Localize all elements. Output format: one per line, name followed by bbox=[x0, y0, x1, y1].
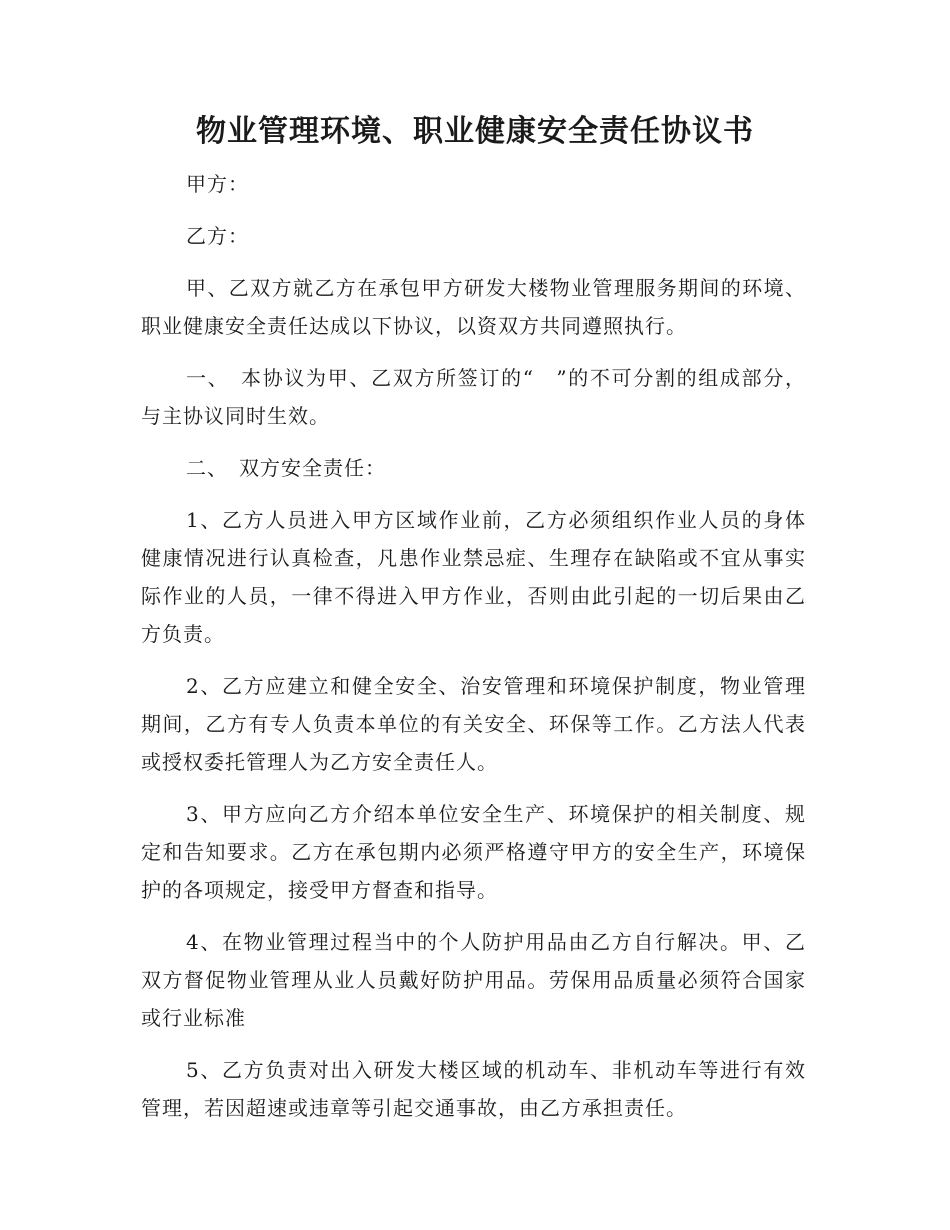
clause-2: 2、乙方应建立和健全安全、治安管理和环境保护制度，物业管理期间，乙方有专人负责本单位的有关安全、环保等工作。乙方法人代表或授权委托管理人为乙方安全责任人。 bbox=[141, 674, 806, 774]
clause-3: 3、甲方应向乙方介绍本单位安全生产、环境保护的相关制度、规定和告知要求。乙方在承包期内必须严格遵守甲方的安全生产，环境保护的各项规定，接受甲方督查和指导。 bbox=[141, 802, 806, 902]
section-2-heading: 二、 双方安全责任： bbox=[186, 456, 386, 480]
section-1-paragraph: 一、 本协议为甲、乙双方所签订的“ ”的不可分割的组成部分，与主协议同时生效。 bbox=[141, 366, 806, 428]
clause-4: 4、在物业管理过程当中的个人防护用品由乙方自行解决。甲、乙双方督促物业管理从业人员戴好防护用品。劳保用品质量必须符合国家或行业标准 bbox=[141, 930, 806, 1030]
intro-paragraph: 甲、乙双方就乙方在承包甲方研发大楼物业管理服务期间的环境、职业健康安全责任达成以下协议，以资双方共同遵照执行。 bbox=[141, 276, 806, 338]
clause-5: 5、乙方负责对出入研发大楼区域的机动车、非机动车等进行有效管理，若因超速或违章等引起交通事故，由乙方承担责任。 bbox=[141, 1058, 806, 1120]
document-body bbox=[141, 165, 806, 1141]
clause-1: 1、乙方人员进入甲方区域作业前，乙方必须组织作业人员的身体健康情况进行认真检查，凡患作业禁忌症、生理存在缺陷或不宜从事实际作业的人员，一律不得进入甲方作业，否则由此引起的一切后果由乙方负责。 bbox=[141, 508, 806, 646]
document-title: 物业管理环境、职业健康安全责任协议书 bbox=[196, 114, 754, 149]
party-a-label: 甲方： bbox=[186, 172, 249, 196]
party-b-label: 乙方： bbox=[186, 224, 249, 248]
